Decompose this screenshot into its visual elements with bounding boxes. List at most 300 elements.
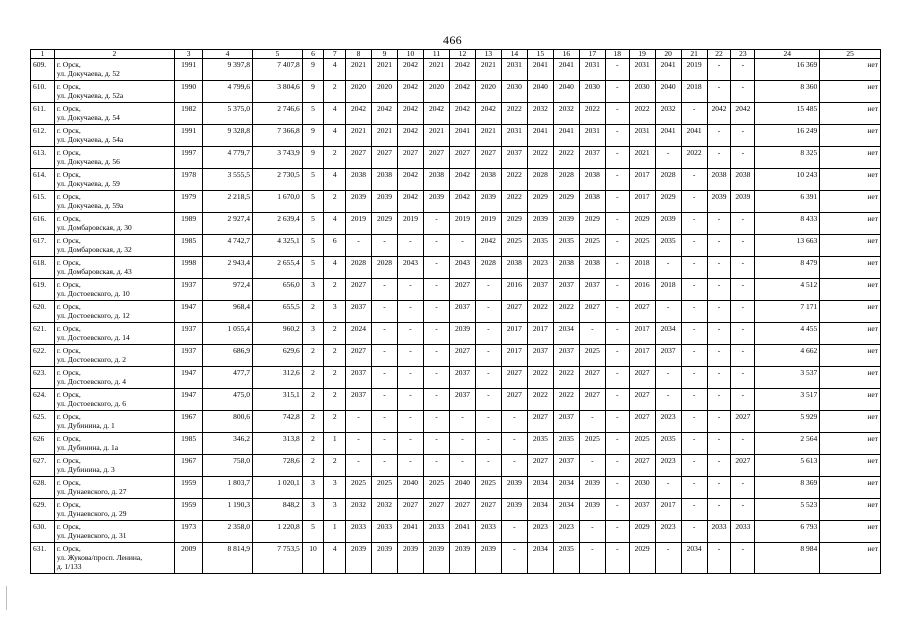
address-cell — [54, 543, 174, 574]
table-cell: 5 — [302, 213, 324, 235]
row-number-cell: 610. — [31, 81, 55, 103]
table-cell: 3 537 — [755, 367, 820, 389]
table-cell: 8 325 — [755, 147, 820, 169]
address-cell — [54, 389, 174, 411]
table-cell: - — [501, 521, 527, 543]
table-cell: 7 366,8 — [252, 125, 302, 147]
table-cell: 2022 — [579, 103, 605, 125]
table-cell: - — [707, 257, 731, 279]
table-cell: 2039 — [655, 213, 681, 235]
table-cell: 2020 — [346, 81, 372, 103]
table-cell: 7 171 — [755, 301, 820, 323]
table-cell: - — [372, 411, 398, 433]
address-cell — [54, 257, 174, 279]
address-cell — [54, 59, 174, 81]
table-cell: - — [681, 411, 707, 433]
table-cell: 2038 — [346, 169, 372, 191]
table-cell: 2022 — [553, 147, 579, 169]
table-row — [31, 477, 881, 499]
table-cell: нет — [820, 323, 881, 345]
table-cell: 2024 — [346, 323, 372, 345]
address-line: г. Орск, — [56, 346, 81, 355]
table-cell: - — [423, 323, 449, 345]
address-cell — [54, 169, 174, 191]
table-cell: 2019 — [475, 213, 501, 235]
table-cell: - — [423, 411, 449, 433]
table-cell: 2039 — [579, 499, 605, 521]
table-cell: 2 639,4 — [252, 213, 302, 235]
table-cell: 2042 — [449, 81, 475, 103]
table-cell: 2035 — [553, 543, 579, 574]
table-cell: 2028 — [346, 257, 372, 279]
table-cell: 2042 — [449, 169, 475, 191]
table-cell: 2034 — [527, 543, 553, 574]
address-cell — [54, 433, 174, 455]
address-line: ул. Дунаевского, д. 27 — [56, 487, 127, 496]
table-cell: 5 — [302, 169, 324, 191]
table-cell: 2041 — [527, 59, 553, 81]
column-number-header: 19 — [629, 50, 655, 59]
table-cell: - — [605, 279, 629, 301]
address-cell — [54, 213, 174, 235]
address-line: г. Орск, — [56, 500, 81, 509]
column-number-header: 9 — [372, 50, 398, 59]
table-cell: 2 — [302, 301, 324, 323]
table-cell: 2027 — [527, 411, 553, 433]
table-cell: - — [731, 477, 755, 499]
row-number-cell: 625. — [31, 411, 55, 433]
table-cell: - — [707, 543, 731, 574]
table-cell: - — [707, 301, 731, 323]
table-cell: - — [605, 323, 629, 345]
table-cell: 2027 — [475, 147, 501, 169]
table-cell: 2021 — [475, 59, 501, 81]
table-cell: 2017 — [629, 323, 655, 345]
table-row — [31, 59, 881, 81]
table-cell: 2020 — [372, 81, 398, 103]
table-cell: 848,2 — [252, 499, 302, 521]
table-cell: 315,1 — [252, 389, 302, 411]
table-cell: 2029 — [579, 213, 605, 235]
table-cell: - — [707, 477, 731, 499]
table-cell: 2041 — [553, 125, 579, 147]
table-cell: 15 485 — [755, 103, 820, 125]
table-cell: 2039 — [449, 323, 475, 345]
table-cell: - — [346, 411, 372, 433]
table-cell: - — [731, 125, 755, 147]
table-cell: 2038 — [372, 169, 398, 191]
table-cell: 8 360 — [755, 81, 820, 103]
table-cell: 2041 — [449, 125, 475, 147]
table-cell: 1997 — [175, 147, 203, 169]
table-cell: 2040 — [553, 81, 579, 103]
table-cell: 655,5 — [252, 301, 302, 323]
table-cell: 1991 — [175, 125, 203, 147]
table-cell: - — [707, 59, 731, 81]
table-cell: - — [707, 345, 731, 367]
table-cell: 6 793 — [755, 521, 820, 543]
table-cell: - — [707, 235, 731, 257]
table-cell: 5 523 — [755, 499, 820, 521]
address-cell — [54, 147, 174, 169]
table-cell: 2040 — [397, 477, 423, 499]
table-cell: - — [579, 455, 605, 477]
table-cell: - — [681, 323, 707, 345]
table-cell: 2025 — [629, 235, 655, 257]
table-cell: 2039 — [346, 191, 372, 213]
table-cell: 2042 — [346, 103, 372, 125]
table-cell: 2037 — [553, 411, 579, 433]
column-number-header: 24 — [755, 50, 820, 59]
table-cell: нет — [820, 389, 881, 411]
table-cell: 9 328,8 — [203, 125, 253, 147]
table-cell: - — [501, 543, 527, 574]
column-number-header: 20 — [655, 50, 681, 59]
table-cell: 2018 — [655, 279, 681, 301]
table-cell: 2 — [302, 367, 324, 389]
table-cell: нет — [820, 455, 881, 477]
table-cell: 312,6 — [252, 367, 302, 389]
table-cell: 1937 — [175, 345, 203, 367]
table-cell: - — [449, 235, 475, 257]
table-cell: 5 — [302, 257, 324, 279]
address-line: г. Орск, — [56, 104, 81, 113]
table-cell: 2019 — [681, 59, 707, 81]
table-cell: - — [475, 389, 501, 411]
table-cell: 2033 — [731, 521, 755, 543]
table-cell: 2027 — [346, 345, 372, 367]
row-number-cell: 618. — [31, 257, 55, 279]
table-cell: 8 433 — [755, 213, 820, 235]
table-cell: 3 — [302, 279, 324, 301]
table-cell: 7 407,8 — [252, 59, 302, 81]
table-cell: 6 — [324, 235, 346, 257]
table-cell: 2027 — [423, 147, 449, 169]
address-line: ул. Жукова/просп. Ленина, — [56, 553, 143, 562]
table-cell: 5 929 — [755, 411, 820, 433]
table-cell: 2017 — [501, 345, 527, 367]
table-cell: - — [475, 301, 501, 323]
table-cell: 2027 — [501, 389, 527, 411]
table-cell: 2030 — [629, 81, 655, 103]
table-cell: 2017 — [501, 323, 527, 345]
table-cell: 2023 — [527, 521, 553, 543]
address-line: г. Орск, — [56, 82, 81, 91]
table-cell: 2037 — [346, 301, 372, 323]
table-cell: 2 — [302, 455, 324, 477]
table-cell: 2038 — [731, 169, 755, 191]
row-number-cell: 627. — [31, 455, 55, 477]
table-cell: - — [605, 411, 629, 433]
table-cell: 16 249 — [755, 125, 820, 147]
table-cell: 7 753,5 — [252, 543, 302, 574]
table-cell: - — [449, 411, 475, 433]
table-cell: - — [346, 455, 372, 477]
table-cell: 1979 — [175, 191, 203, 213]
table-cell: 2 218,5 — [203, 191, 253, 213]
table-cell: - — [605, 477, 629, 499]
table-cell: 10 243 — [755, 169, 820, 191]
table-row — [31, 103, 881, 125]
address-cell — [54, 191, 174, 213]
table-cell: - — [397, 345, 423, 367]
table-cell: 2038 — [553, 257, 579, 279]
table-cell: - — [707, 455, 731, 477]
table-cell: - — [707, 125, 731, 147]
table-cell: - — [605, 433, 629, 455]
table-cell: 9 — [302, 81, 324, 103]
table-cell: 2025 — [629, 433, 655, 455]
address-cell — [54, 477, 174, 499]
table-cell: 1959 — [175, 477, 203, 499]
table-cell: - — [731, 323, 755, 345]
table-cell: - — [731, 543, 755, 574]
table-cell: - — [605, 499, 629, 521]
table-cell: - — [605, 147, 629, 169]
table-cell: 2 — [302, 433, 324, 455]
table-cell: 1973 — [175, 521, 203, 543]
table-cell: 2035 — [527, 235, 553, 257]
table-cell: 9 — [302, 59, 324, 81]
address-line: ул. Докучаева, д. 56 — [56, 157, 120, 166]
table-cell: 2021 — [346, 59, 372, 81]
table-cell: 2022 — [629, 103, 655, 125]
table-cell: - — [579, 323, 605, 345]
address-line: г. Орск, — [56, 324, 81, 333]
address-cell — [54, 499, 174, 521]
table-cell: - — [681, 499, 707, 521]
table-cell: 2027 — [629, 455, 655, 477]
table-cell: 3 555,5 — [203, 169, 253, 191]
table-cell: 3 — [302, 477, 324, 499]
table-cell: - — [681, 367, 707, 389]
table-cell: 2022 — [553, 301, 579, 323]
address-line: г. Орск, — [56, 368, 81, 377]
table-cell: 2019 — [449, 213, 475, 235]
table-cell: 4 — [324, 125, 346, 147]
table-cell: 2027 — [449, 279, 475, 301]
table-cell: 2017 — [655, 499, 681, 521]
address-line: г. Орск, — [56, 258, 81, 267]
table-cell: 2038 — [579, 191, 605, 213]
table-cell: 5 — [302, 521, 324, 543]
table-cell: 2 — [302, 389, 324, 411]
table-cell: 2037 — [449, 367, 475, 389]
table-cell: 1967 — [175, 411, 203, 433]
table-cell: - — [475, 279, 501, 301]
table-cell: - — [681, 279, 707, 301]
column-number-header: 12 — [449, 50, 475, 59]
table-cell: - — [346, 235, 372, 257]
table-cell: - — [655, 543, 681, 574]
table-cell: - — [681, 345, 707, 367]
scan-edge-mark — [6, 586, 8, 610]
column-number-header: 25 — [820, 50, 881, 59]
table-cell: 2021 — [629, 147, 655, 169]
address-line: г. Орск, — [56, 214, 81, 223]
table-cell: - — [707, 389, 731, 411]
table-cell: - — [372, 455, 398, 477]
table-cell: 2025 — [579, 433, 605, 455]
table-cell: - — [423, 235, 449, 257]
table-cell: нет — [820, 477, 881, 499]
address-line: ул. Докучаева, д. 52 — [56, 69, 120, 78]
table-cell: 2037 — [346, 389, 372, 411]
table-cell: 2041 — [527, 125, 553, 147]
table-cell: - — [707, 147, 731, 169]
table-cell: - — [372, 301, 398, 323]
table-cell: 758,0 — [203, 455, 253, 477]
table-cell: 2039 — [475, 543, 501, 574]
table-cell: 2034 — [553, 477, 579, 499]
table-cell: 2017 — [629, 345, 655, 367]
table-cell: 2031 — [579, 125, 605, 147]
table-cell: 2042 — [475, 103, 501, 125]
column-number-header: 15 — [527, 50, 553, 59]
table-cell: 2021 — [372, 125, 398, 147]
table-cell: 2016 — [501, 279, 527, 301]
table-cell: - — [731, 345, 755, 367]
address-cell — [54, 81, 174, 103]
table-cell: - — [681, 301, 707, 323]
table-row — [31, 125, 881, 147]
table-cell: 2021 — [346, 125, 372, 147]
table-cell: 1 055,4 — [203, 323, 253, 345]
row-number-cell: 623. — [31, 367, 55, 389]
table-cell: 2 — [324, 81, 346, 103]
table-cell: 2019 — [346, 213, 372, 235]
table-cell: - — [397, 323, 423, 345]
table-cell: 2022 — [501, 103, 527, 125]
table-cell: 2022 — [527, 367, 553, 389]
table-cell: 2038 — [707, 169, 731, 191]
table-cell: 4 742,7 — [203, 235, 253, 257]
table-cell: 2042 — [397, 191, 423, 213]
table-cell: 2029 — [629, 543, 655, 574]
table-cell: - — [655, 301, 681, 323]
table-cell: 1 220,8 — [252, 521, 302, 543]
table-cell: 2018 — [681, 81, 707, 103]
table-cell: 2039 — [423, 191, 449, 213]
table-row — [31, 499, 881, 521]
table-cell: 2039 — [579, 477, 605, 499]
table-cell: 2039 — [346, 543, 372, 574]
table-cell: 2027 — [629, 411, 655, 433]
table-cell: - — [731, 257, 755, 279]
table-cell: 9 — [302, 125, 324, 147]
table-cell: 8 814,9 — [203, 543, 253, 574]
table-cell: 4 — [324, 257, 346, 279]
table-cell: 2039 — [423, 543, 449, 574]
row-number-cell: 616. — [31, 213, 55, 235]
table-cell: 2 730,5 — [252, 169, 302, 191]
table-cell: - — [605, 81, 629, 103]
address-line: г. Орск, — [56, 544, 81, 553]
table-cell: - — [397, 433, 423, 455]
address-line: ул. Дубинина, д. 3 — [56, 465, 115, 474]
table-cell: - — [372, 235, 398, 257]
table-cell: 4 — [324, 59, 346, 81]
table-cell: 2033 — [707, 521, 731, 543]
table-cell: 800,6 — [203, 411, 253, 433]
table-cell: 2037 — [449, 301, 475, 323]
table-cell: 2041 — [655, 125, 681, 147]
table-cell: 2030 — [501, 81, 527, 103]
table-cell: 1 020,1 — [252, 477, 302, 499]
table-cell: 4 — [324, 213, 346, 235]
table-cell: 2037 — [553, 455, 579, 477]
table-cell: 2038 — [423, 169, 449, 191]
table-cell: - — [423, 389, 449, 411]
address-line: ул. Домбаровская, д. 30 — [56, 223, 132, 232]
table-cell: 4 512 — [755, 279, 820, 301]
table-cell: 2037 — [553, 345, 579, 367]
table-cell: 4 325,1 — [252, 235, 302, 257]
table-row — [31, 411, 881, 433]
table-cell: - — [731, 81, 755, 103]
column-number-header-row — [31, 50, 881, 59]
table-cell: нет — [820, 191, 881, 213]
table-cell: 1978 — [175, 169, 203, 191]
row-number-cell: 622. — [31, 345, 55, 367]
table-cell: - — [655, 147, 681, 169]
table-cell: 477,7 — [203, 367, 253, 389]
table-cell: - — [605, 213, 629, 235]
column-number-header: 10 — [397, 50, 423, 59]
data-table — [30, 49, 881, 574]
table-cell: 1937 — [175, 323, 203, 345]
address-line: г. Орск, — [56, 148, 81, 157]
table-cell: 2035 — [553, 235, 579, 257]
table-cell: нет — [820, 125, 881, 147]
table-cell: - — [449, 455, 475, 477]
table-row — [31, 521, 881, 543]
table-cell: 1990 — [175, 81, 203, 103]
table-cell: 2040 — [655, 81, 681, 103]
table-cell: 2042 — [449, 191, 475, 213]
table-cell: 2022 — [527, 389, 553, 411]
table-cell: нет — [820, 59, 881, 81]
address-line: г. Орск, — [56, 390, 81, 399]
table-cell: 2 — [324, 279, 346, 301]
table-cell: 2042 — [397, 59, 423, 81]
table-cell: 2022 — [553, 389, 579, 411]
table-cell: 2037 — [553, 279, 579, 301]
table-cell: 3 804,6 — [252, 81, 302, 103]
row-number-cell: 609. — [31, 59, 55, 81]
table-cell: - — [731, 499, 755, 521]
table-cell: - — [501, 433, 527, 455]
table-cell: - — [605, 235, 629, 257]
table-cell: 3 — [302, 323, 324, 345]
address-line: ул. Дубинина, д. 1 — [56, 421, 115, 430]
table-cell: - — [681, 455, 707, 477]
table-cell: нет — [820, 235, 881, 257]
table-cell: - — [397, 279, 423, 301]
table-cell: 2025 — [423, 477, 449, 499]
column-number-header: 5 — [252, 50, 302, 59]
address-line: г. Орск, — [56, 170, 81, 179]
table-cell: нет — [820, 169, 881, 191]
address-cell — [54, 125, 174, 147]
table-cell: 2 — [324, 455, 346, 477]
table-cell: 2033 — [423, 521, 449, 543]
table-cell: нет — [820, 433, 881, 455]
table-row — [31, 81, 881, 103]
table-cell: 2029 — [527, 191, 553, 213]
table-cell: - — [655, 257, 681, 279]
table-row — [31, 147, 881, 169]
